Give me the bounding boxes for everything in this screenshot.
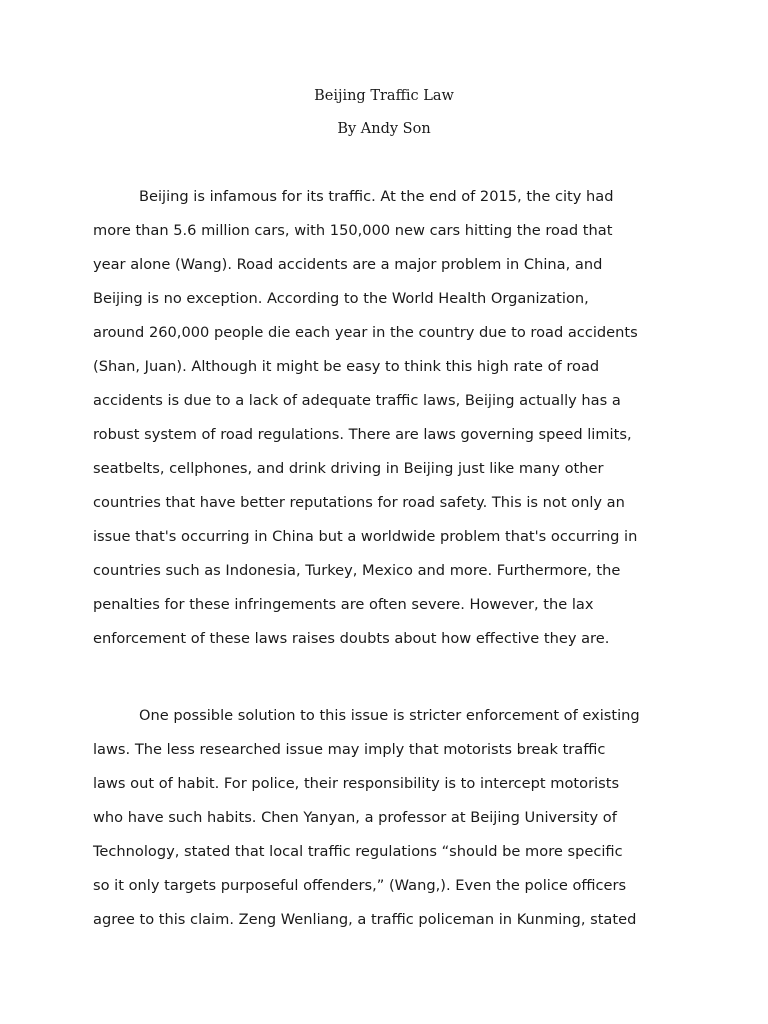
paragraph-line: countries such as Indonesia, Turkey, Mexico and more. Furthermore, the: [93, 562, 621, 579]
paragraph-line: year alone (Wang). Road accidents are a major problem in China, and: [93, 256, 603, 273]
paragraph-line: more than 5.6 million cars, with 150,000 new cars hitting the road that: [93, 222, 613, 239]
document-title: Beijing Traffic Law: [314, 88, 454, 104]
paragraph-line: laws. The less researched issue may imply that motorists break traffic: [93, 741, 606, 758]
paragraph-line: enforcement of these laws raises doubts about how effective they are.: [93, 630, 610, 647]
paragraph-2: [93, 699, 678, 937]
paragraph-line: issue that's occurring in China but a worldwide problem that's occurring in: [93, 528, 638, 545]
paragraph-line: Beijing is no exception. According to the World Health Organization,: [93, 290, 589, 307]
paragraph-line: penalties for these infringements are often severe. However, the lax: [93, 596, 594, 613]
paragraph-line: laws out of habit. For police, their responsibility is to intercept motorists: [93, 775, 620, 792]
paragraph-line: so it only targets purposeful offenders,” (Wang,). Even the police officers: [93, 877, 627, 894]
document-author: By Andy Son: [337, 121, 431, 137]
paragraph-line: (Shan, Juan). Although it might be easy to think this high rate of road: [93, 358, 600, 375]
paragraph-line: seatbelts, cellphones, and drink driving in Beijing just like many other: [93, 460, 604, 477]
paragraph-line: accidents is due to a lack of adequate traffic laws, Beijing actually has a: [93, 392, 621, 409]
paragraph-line: robust system of road regulations. There are laws governing speed limits,: [93, 426, 632, 443]
paragraph-line: agree to this claim. Zeng Wenliang, a traffic policeman in Kunming, stated: [93, 911, 637, 928]
paragraph-line: Technology, stated that local traffic regulations “should be more specific: [93, 843, 623, 860]
paragraph-line: countries that have better reputations for road safety. This is not only an: [93, 494, 625, 511]
paragraph-line: One possible solution to this issue is stricter enforcement of existing: [139, 707, 640, 724]
paragraph-1: [93, 180, 678, 656]
paragraph-line: Beijing is infamous for its traffic. At the end of 2015, the city had: [139, 188, 614, 205]
paragraph-line: around 260,000 people die each year in the country due to road accidents: [93, 324, 638, 341]
paragraph-line: who have such habits. Chen Yanyan, a professor at Beijing University of: [93, 809, 617, 826]
